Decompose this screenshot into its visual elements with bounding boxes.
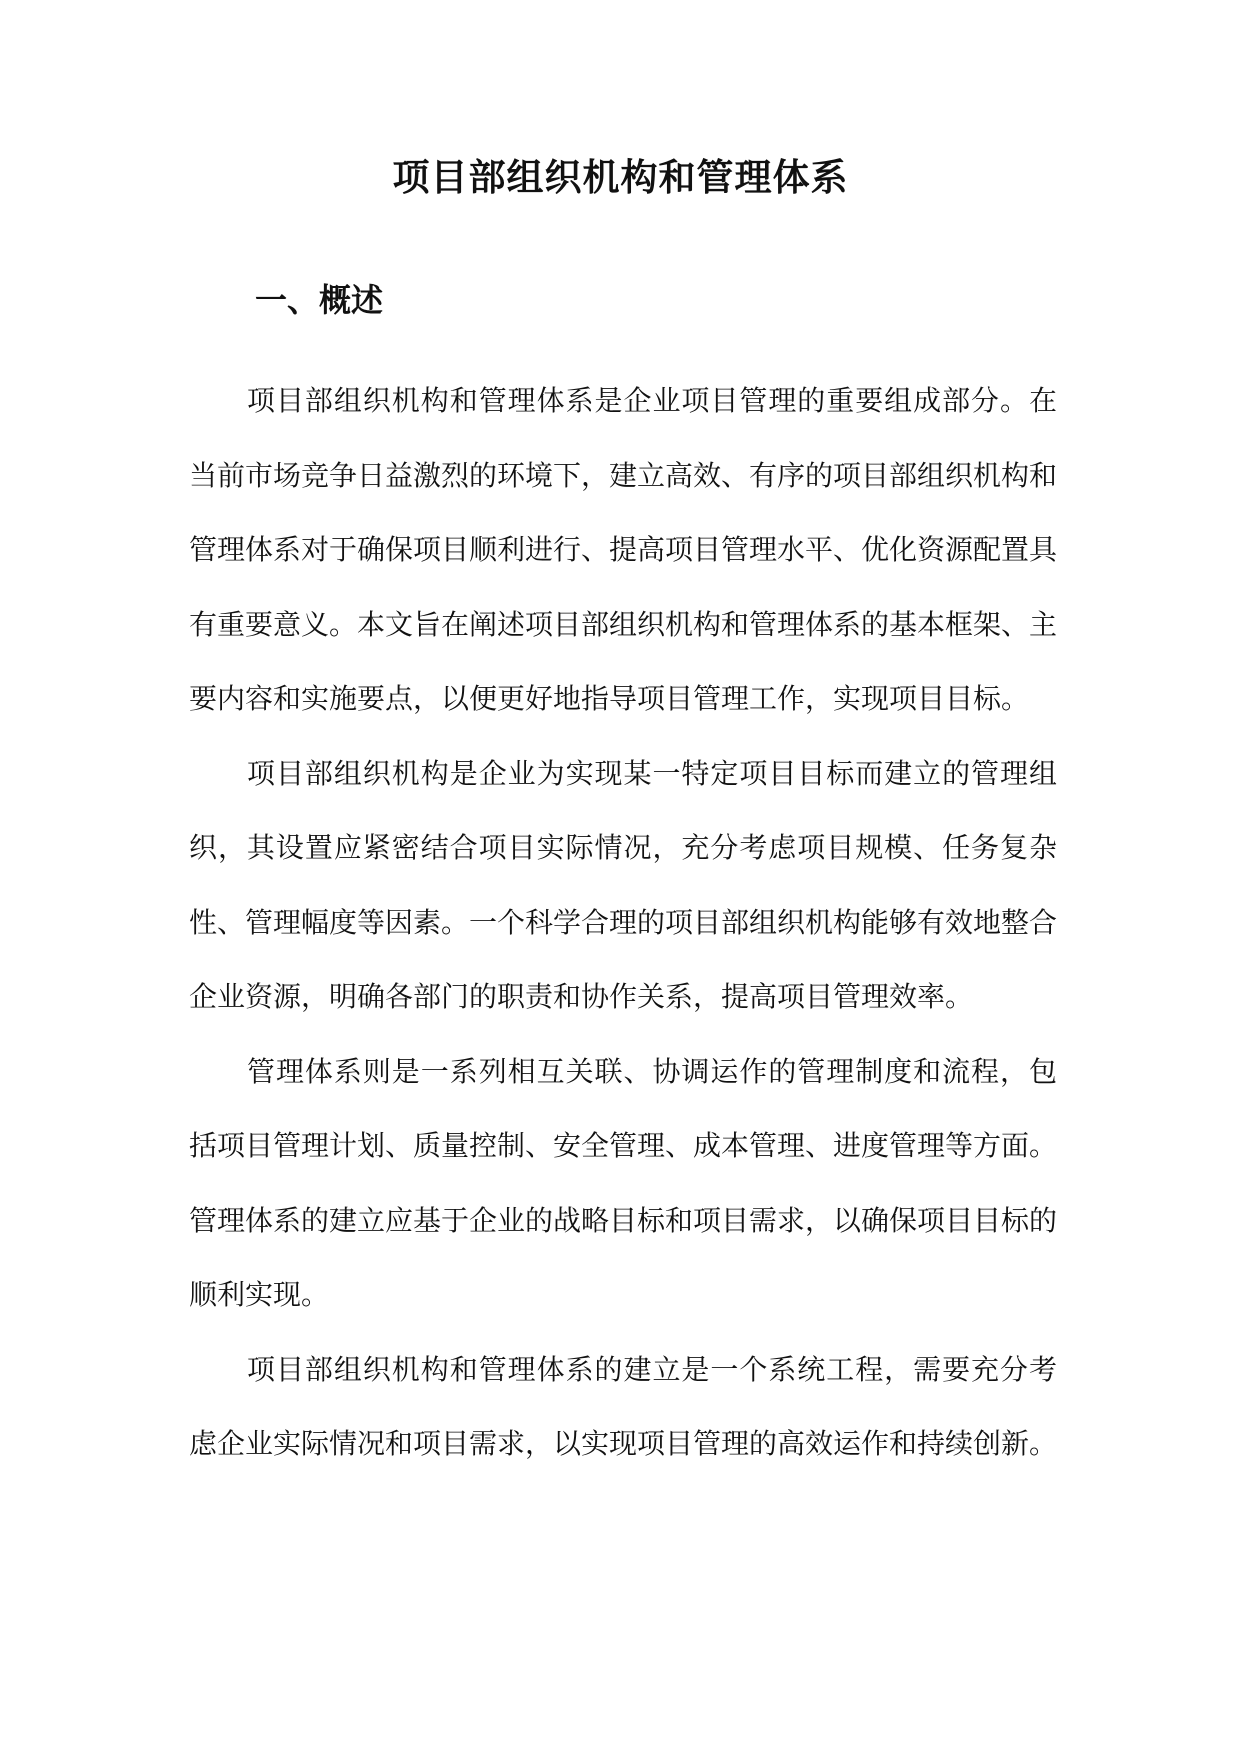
document-title: 项目部组织机构和管理体系 (392, 155, 849, 199)
paragraph: 项目部组织机构和管理体系是企业项目管理的重要组成部分。在当前市场竞争日益激烈的环境下，建立高效、有序的项目部组织机构和管理体系对于确保项目顺利进行、提高项目管理水平、优化资源配置具有重要意义。本文旨在阐述项目部组织机构和管理体系的基本框架、主要内容和实施要点，以便更好地指导项目管理工作，实现项目目标。 (189, 384, 1058, 715)
paragraph: 项目部组织机构是企业为实现某一特定项目目标而建立的管理组织，其设置应紧密结合项目实际情况，充分考虑项目规模、任务复杂性、管理幅度等因素。一个科学合理的项目部组织机构能够有效地整合企业资源，明确各部门的职责和协作关系，提高项目管理效率。 (189, 756, 1058, 1013)
section-heading: 一、概述 (255, 281, 384, 319)
paragraph: 管理体系则是一系列相互关联、协调运作的管理制度和流程，包括项目管理计划、质量控制、安全管理、成本管理、进度管理等方面。管理体系的建立应基于企业的战略目标和项目需求，以确保项目目标的顺利实现。 (189, 1054, 1058, 1311)
document-body (189, 364, 1057, 1482)
paragraph: 项目部组织机构和管理体系的建立是一个系统工程，需要充分考虑企业实际情况和项目需求，以实现项目管理的高效运作和持续创新。 (189, 1352, 1058, 1460)
